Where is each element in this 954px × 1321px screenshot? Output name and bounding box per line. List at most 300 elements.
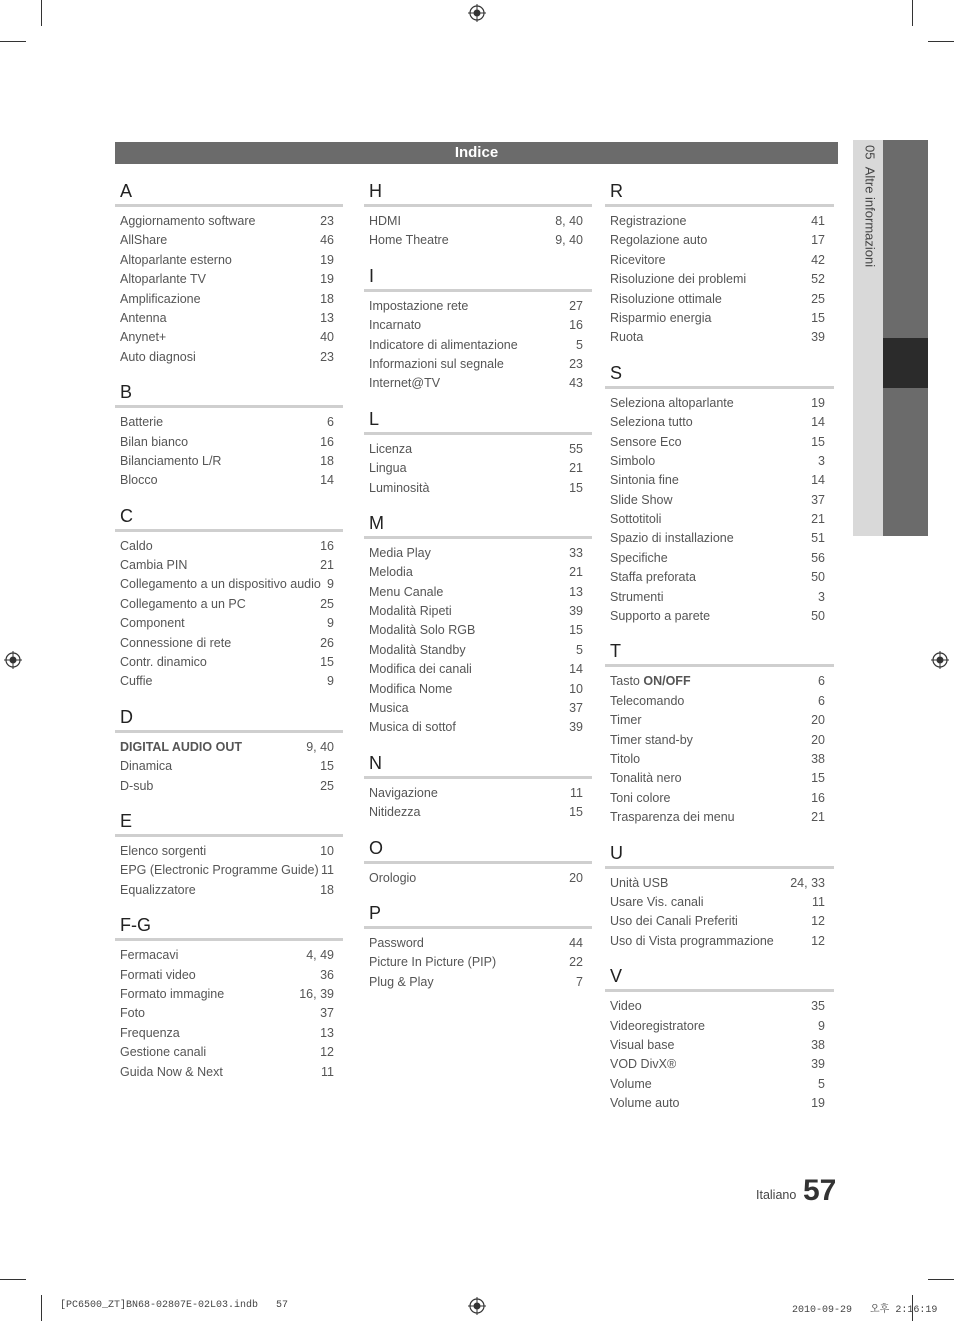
- entry-term: [369, 459, 407, 478]
- registration-mark-icon: [468, 4, 486, 22]
- entry-term: [120, 1043, 206, 1062]
- entry-list: [605, 869, 834, 952]
- entry-list: [115, 941, 343, 1082]
- index-entry: [115, 653, 343, 672]
- index-entry: [115, 985, 343, 1004]
- entry-term-text: Strumenti: [610, 589, 664, 604]
- index-entry: [364, 803, 592, 822]
- section-letter: N: [364, 750, 592, 779]
- index-entry: [605, 1055, 834, 1074]
- entry-term-text: Bilan bianco: [120, 434, 189, 449]
- entry-pages: 3: [818, 589, 825, 604]
- index-entry: [115, 966, 343, 985]
- entry-pages: 20: [811, 732, 825, 747]
- entry-pages: 13: [320, 1025, 334, 1040]
- entry-term: [610, 588, 664, 607]
- index-entry: [605, 874, 834, 893]
- entry-term-text: Aggiornamento software: [120, 214, 256, 228]
- entry-term: [120, 270, 206, 289]
- entry-term: [120, 231, 167, 250]
- entry-term-text: Risoluzione ottimale: [610, 291, 722, 306]
- entry-term: [120, 1024, 180, 1043]
- crop-mark: [41, 0, 42, 26]
- entry-pages: 40: [320, 330, 334, 345]
- entry-term-text: Formati video: [120, 967, 196, 982]
- index-entry: [115, 212, 343, 231]
- entry-list: [115, 207, 343, 367]
- crop-mark: [0, 1279, 26, 1280]
- entry-pages: 19: [320, 252, 334, 267]
- entry-list: [115, 532, 343, 692]
- entry-pages: 35: [811, 999, 825, 1014]
- index-entry: [605, 769, 834, 788]
- index-entry: [364, 784, 592, 803]
- entry-pages: 21: [811, 512, 825, 527]
- entry-pages: 21: [569, 565, 583, 580]
- index-entry: [364, 621, 592, 640]
- entry-term-text: Batterie: [120, 415, 164, 430]
- entry-term-text: Video: [610, 999, 642, 1014]
- entry-pages: 50: [811, 609, 825, 624]
- entry-term: [369, 297, 468, 316]
- entry-pages: 14: [811, 473, 825, 488]
- entry-list: [364, 207, 592, 251]
- entry-term-text: Supporto a parete: [610, 609, 711, 624]
- entry-term: [610, 549, 668, 568]
- index-entry: [605, 750, 834, 769]
- index-entry: [364, 583, 592, 602]
- entry-term: [369, 699, 409, 718]
- entry-pages: 56: [811, 550, 825, 565]
- entry-pages: 21: [569, 461, 583, 476]
- entry-term-text: Modalità Ripeti: [369, 604, 452, 619]
- entry-term-text: Menu Canale: [369, 584, 444, 599]
- index-entry: [115, 537, 343, 556]
- entry-term: [369, 336, 518, 355]
- entry-pages: 15: [320, 655, 334, 670]
- section-letter: A: [115, 178, 343, 207]
- entry-term-text: Sintonia fine: [610, 473, 679, 488]
- section-letter: I: [364, 263, 592, 292]
- entry-term-text: DIGITAL AUDIO OUT: [120, 739, 242, 754]
- entry-term: [120, 861, 319, 880]
- index-entry: [364, 680, 592, 699]
- entry-pages: 21: [811, 810, 825, 825]
- entry-term-text: Tonalità nero: [610, 771, 682, 786]
- entry-term: [120, 842, 206, 861]
- entry-pages: 13: [320, 310, 334, 325]
- entry-pages: 15: [320, 759, 334, 774]
- entry-pages: 9: [327, 577, 334, 592]
- entry-term-text: Timer: [610, 713, 642, 728]
- footer-language: Italiano: [756, 1188, 797, 1202]
- index-entry: [605, 1036, 834, 1055]
- index-entry: [115, 270, 343, 289]
- index-entry: [115, 595, 343, 614]
- entry-term-text: HDMI: [369, 214, 401, 228]
- side-tab-marker: [883, 338, 928, 388]
- index-entry: [364, 231, 592, 250]
- section-letter: O: [364, 835, 592, 864]
- entry-term-text: Foto: [120, 1006, 146, 1021]
- entry-pages: 22: [569, 955, 583, 970]
- entry-term: [120, 757, 172, 776]
- index-entry: [115, 433, 343, 452]
- entry-list: [605, 389, 834, 627]
- entry-term-text: Anynet+: [120, 330, 167, 345]
- entry-term: [369, 374, 440, 393]
- entry-term-text: Videoregistratore: [610, 1018, 705, 1033]
- index-entry: [364, 297, 592, 316]
- entry-term: [120, 777, 153, 796]
- entry-term: [610, 270, 746, 289]
- entry-term: [610, 607, 710, 626]
- entry-term-text: Unità USB: [610, 875, 669, 890]
- index-entry: [605, 270, 834, 289]
- entry-term: [610, 789, 670, 808]
- section-letter: H: [364, 178, 592, 207]
- index-entry: [605, 912, 834, 931]
- entry-term: [610, 452, 655, 471]
- entry-term-text: Spazio di installazione: [610, 531, 734, 546]
- entry-term: [120, 966, 196, 985]
- entry-term-text: Home Theatre: [369, 233, 449, 248]
- index-entry: [605, 808, 834, 827]
- entry-term: [369, 680, 452, 699]
- entry-term-text: Blocco: [120, 473, 158, 488]
- index-entry: [364, 563, 592, 582]
- entry-term-text: Equalizzatore: [120, 882, 196, 897]
- index-entry: [605, 1017, 834, 1036]
- entry-term-text: Modalità Standby: [369, 642, 466, 657]
- entry-pages: 18: [320, 291, 334, 306]
- entry-pages: 17: [811, 233, 825, 248]
- index-entry: [115, 556, 343, 575]
- entry-term-text: Dinamica: [120, 759, 173, 774]
- index-entry: [115, 290, 343, 309]
- crop-mark: [0, 41, 26, 42]
- entry-pages: 15: [811, 771, 825, 786]
- entry-term: [610, 471, 679, 490]
- entry-pages: 46: [320, 233, 334, 248]
- entry-term-text: Uso dei Canali Preferiti: [610, 914, 738, 929]
- section-letter: F-G: [115, 912, 343, 941]
- section-letter: D: [115, 704, 343, 733]
- index-entry: [115, 738, 343, 757]
- entry-term: [120, 672, 152, 691]
- entry-list: [605, 667, 834, 827]
- entry-term: [369, 602, 452, 621]
- entry-pages: 11: [570, 785, 583, 800]
- entry-term: [120, 614, 185, 633]
- entry-term-text: Registrazione: [610, 214, 687, 228]
- index-entry: [115, 251, 343, 270]
- entry-list: [364, 864, 592, 888]
- entry-term-text: Uso di Vista programmazione: [610, 933, 774, 948]
- entry-term-text: Collegamento a un dispositivo audio: [120, 577, 321, 592]
- index-entry: [605, 394, 834, 413]
- entry-pages: 19: [320, 272, 334, 287]
- crop-mark: [928, 1279, 954, 1280]
- index-entry: [115, 309, 343, 328]
- entry-pages: 25: [320, 596, 334, 611]
- entry-term-text: Licenza: [369, 441, 413, 456]
- entry-term: [369, 355, 504, 374]
- entry-term: [610, 893, 704, 912]
- entry-pages: 52: [811, 272, 825, 287]
- entry-pages: 11: [321, 1064, 334, 1079]
- entry-pages: 39: [811, 1057, 825, 1072]
- entry-term-text: Cuffie: [120, 674, 153, 689]
- entry-term: [120, 738, 242, 757]
- index-entry: [605, 711, 834, 730]
- entry-term: [610, 808, 735, 827]
- section-letter: V: [605, 963, 834, 992]
- crop-mark: [912, 0, 913, 26]
- entry-term-text: Musica: [369, 701, 409, 716]
- index-column-2: [364, 178, 592, 1004]
- entry-pages: 6: [327, 415, 334, 430]
- index-section: [364, 263, 592, 394]
- page-number: 57: [803, 1174, 837, 1207]
- index-entry: [364, 641, 592, 660]
- entry-term: [369, 212, 401, 231]
- entry-pages: 10: [569, 681, 583, 696]
- entry-term: [369, 953, 496, 972]
- index-entry: [364, 699, 592, 718]
- entry-term-text: Volume auto: [610, 1096, 680, 1111]
- entry-term-text: Indicatore di alimentazione: [369, 337, 518, 352]
- entry-term-text: Contr. dinamico: [120, 655, 207, 670]
- entry-pages: 26: [320, 635, 334, 650]
- index-section: [364, 406, 592, 498]
- entry-term: [369, 934, 424, 953]
- entry-pages: 9: [327, 616, 334, 631]
- index-entry: [115, 1024, 343, 1043]
- entry-term-text: Impostazione rete: [369, 298, 469, 313]
- index-entry: [605, 607, 834, 626]
- entry-term-text: Plug & Play: [369, 974, 434, 989]
- entry-term-text: Connessione di rete: [120, 635, 232, 650]
- entry-term-text: Password: [369, 935, 424, 950]
- index-entry: [605, 433, 834, 452]
- entry-term: [369, 660, 472, 679]
- entry-pages: 43: [569, 376, 583, 391]
- index-entry: [364, 934, 592, 953]
- chapter-section: Altre informazioni: [862, 166, 878, 268]
- entry-term: [610, 912, 738, 931]
- entry-term: [120, 290, 201, 309]
- index-entry: [115, 777, 343, 796]
- index-entry: [115, 757, 343, 776]
- registration-mark-icon: [468, 1297, 486, 1315]
- entry-term-text: Altoparlante esterno: [120, 252, 232, 267]
- entry-term: [369, 231, 449, 250]
- index-entry: [605, 529, 834, 548]
- entry-list: [115, 837, 343, 900]
- entry-term-text: Internet@TV: [369, 376, 441, 391]
- entry-term: [610, 874, 668, 893]
- entry-pages: 5: [576, 337, 583, 352]
- index-entry: [115, 672, 343, 691]
- index-entry: [605, 290, 834, 309]
- entry-term: [120, 452, 221, 471]
- entry-term: [610, 750, 640, 769]
- entry-term-text: Modifica Nome: [369, 681, 453, 696]
- index-entry: [115, 634, 343, 653]
- entry-term-text: Navigazione: [369, 785, 438, 800]
- entry-term: [120, 251, 232, 270]
- entry-term-text: Simbolo: [610, 453, 656, 468]
- entry-pages: 51: [811, 531, 825, 546]
- entry-list: [364, 435, 592, 498]
- entry-term-text: Bilanciamento L/R: [120, 453, 222, 468]
- index-entry: [115, 452, 343, 471]
- index-entry: [364, 440, 592, 459]
- entry-pages: 37: [811, 492, 825, 507]
- index-section: [115, 379, 343, 491]
- entry-term-text: Staffa preforata: [610, 570, 696, 585]
- entry-list: [364, 779, 592, 823]
- index-section: [364, 178, 592, 251]
- entry-pages: 10: [320, 843, 334, 858]
- entry-list: [364, 292, 592, 394]
- entry-term: [610, 212, 686, 231]
- entry-term: [610, 932, 774, 951]
- entry-pages: 14: [320, 473, 334, 488]
- entry-term: [120, 212, 256, 231]
- index-entry: [605, 328, 834, 347]
- entry-term: [120, 595, 246, 614]
- entry-pages: 9: [327, 674, 334, 689]
- entry-list: [364, 929, 592, 992]
- index-entry: [115, 413, 343, 432]
- index-entry: [364, 459, 592, 478]
- entry-term-text: Media Play: [369, 545, 431, 560]
- entry-term: [120, 471, 158, 490]
- entry-pages: 15: [569, 805, 583, 820]
- entry-pages: 12: [320, 1045, 334, 1060]
- entry-term-text: Specifiche: [610, 550, 668, 565]
- entry-pages: 16, 39: [299, 986, 334, 1001]
- entry-pages: 12: [811, 933, 825, 948]
- entry-term: [610, 529, 734, 548]
- entry-term: [610, 394, 734, 413]
- entry-term-text: Cambia PIN: [120, 558, 188, 573]
- entry-pages: 16: [320, 538, 334, 553]
- entry-list: [605, 992, 834, 1113]
- section-letter: U: [605, 840, 834, 869]
- entry-pages: 39: [569, 604, 583, 619]
- entry-term-text: Titolo: [610, 751, 641, 766]
- entry-pages: 27: [569, 298, 583, 313]
- entry-term-text: Modalità Solo RGB: [369, 623, 476, 638]
- index-section: [605, 840, 834, 952]
- entry-term-text: Musica di sottof: [369, 720, 456, 735]
- section-letter: B: [115, 379, 343, 408]
- entry-term: [120, 348, 196, 367]
- entry-term: [120, 309, 167, 328]
- entry-term-text: Incarnato: [369, 318, 422, 333]
- entry-term-text: Formato immagine: [120, 986, 225, 1001]
- index-section: [364, 900, 592, 992]
- entry-term-text: Antenna: [120, 310, 167, 325]
- entry-term-text: Timer stand-by: [610, 732, 693, 747]
- entry-pages: 38: [811, 1037, 825, 1052]
- index-entry: [605, 510, 834, 529]
- entry-term: [120, 413, 163, 432]
- index-section: [605, 360, 834, 627]
- entry-term: [610, 1075, 652, 1094]
- entry-pages: 19: [811, 1096, 825, 1111]
- entry-term-text: Volume: [610, 1076, 652, 1091]
- entry-term-text: Seleziona altoparlante: [610, 395, 734, 410]
- entry-pages: 13: [569, 584, 583, 599]
- index-entry: [605, 549, 834, 568]
- index-section: [364, 510, 592, 738]
- entry-term-bold: ON/OFF: [643, 674, 691, 689]
- entry-pages: 15: [569, 480, 583, 495]
- entry-term: [610, 309, 711, 328]
- index-entry: [364, 336, 592, 355]
- entry-term-text: EPG (Electronic Programme Guide): [120, 863, 319, 878]
- entry-pages: 5: [576, 642, 583, 657]
- entry-term: [610, 692, 684, 711]
- entry-term: [610, 769, 682, 788]
- registration-mark-icon: [931, 651, 949, 669]
- entry-term: [610, 568, 696, 587]
- entry-term-text: AllShare: [120, 233, 168, 248]
- entry-pages: 4, 49: [306, 948, 334, 963]
- index-entry: [364, 316, 592, 335]
- entry-pages: 6: [818, 674, 825, 689]
- entry-term: [610, 1055, 676, 1074]
- index-section: [115, 808, 343, 900]
- index-entry: [115, 1004, 343, 1023]
- index-entry: [364, 212, 592, 231]
- entry-pages: 20: [569, 870, 583, 885]
- entry-pages: 25: [320, 778, 334, 793]
- entry-pages: 16: [569, 318, 583, 333]
- entry-pages: 44: [569, 935, 583, 950]
- entry-term: [120, 985, 224, 1004]
- entry-term: [369, 440, 412, 459]
- chapter-number: 05: [862, 145, 878, 160]
- entry-term: [369, 544, 431, 563]
- entry-term: [610, 711, 641, 730]
- entry-term-text: Risparmio energia: [610, 310, 712, 325]
- entry-pages: 14: [811, 415, 825, 430]
- entry-term-text: Telecomando: [610, 693, 685, 708]
- entry-term-text: Slide Show: [610, 492, 673, 507]
- entry-term: [610, 231, 707, 250]
- entry-pages: 12: [811, 914, 825, 929]
- entry-term-text: Nitidezza: [369, 805, 421, 820]
- entry-term: [369, 784, 438, 803]
- entry-term: [610, 731, 693, 750]
- entry-list: [115, 733, 343, 796]
- entry-term: [120, 653, 207, 672]
- index-section: [605, 963, 834, 1113]
- index-entry: [605, 1094, 834, 1113]
- index-entry: [605, 413, 834, 432]
- entry-term-text: Orologio: [369, 870, 417, 885]
- entry-term: [369, 563, 413, 582]
- index-entry: [605, 932, 834, 951]
- entry-term: [610, 433, 682, 452]
- entry-term: [120, 575, 321, 594]
- entry-term-text: Regolazione auto: [610, 233, 708, 248]
